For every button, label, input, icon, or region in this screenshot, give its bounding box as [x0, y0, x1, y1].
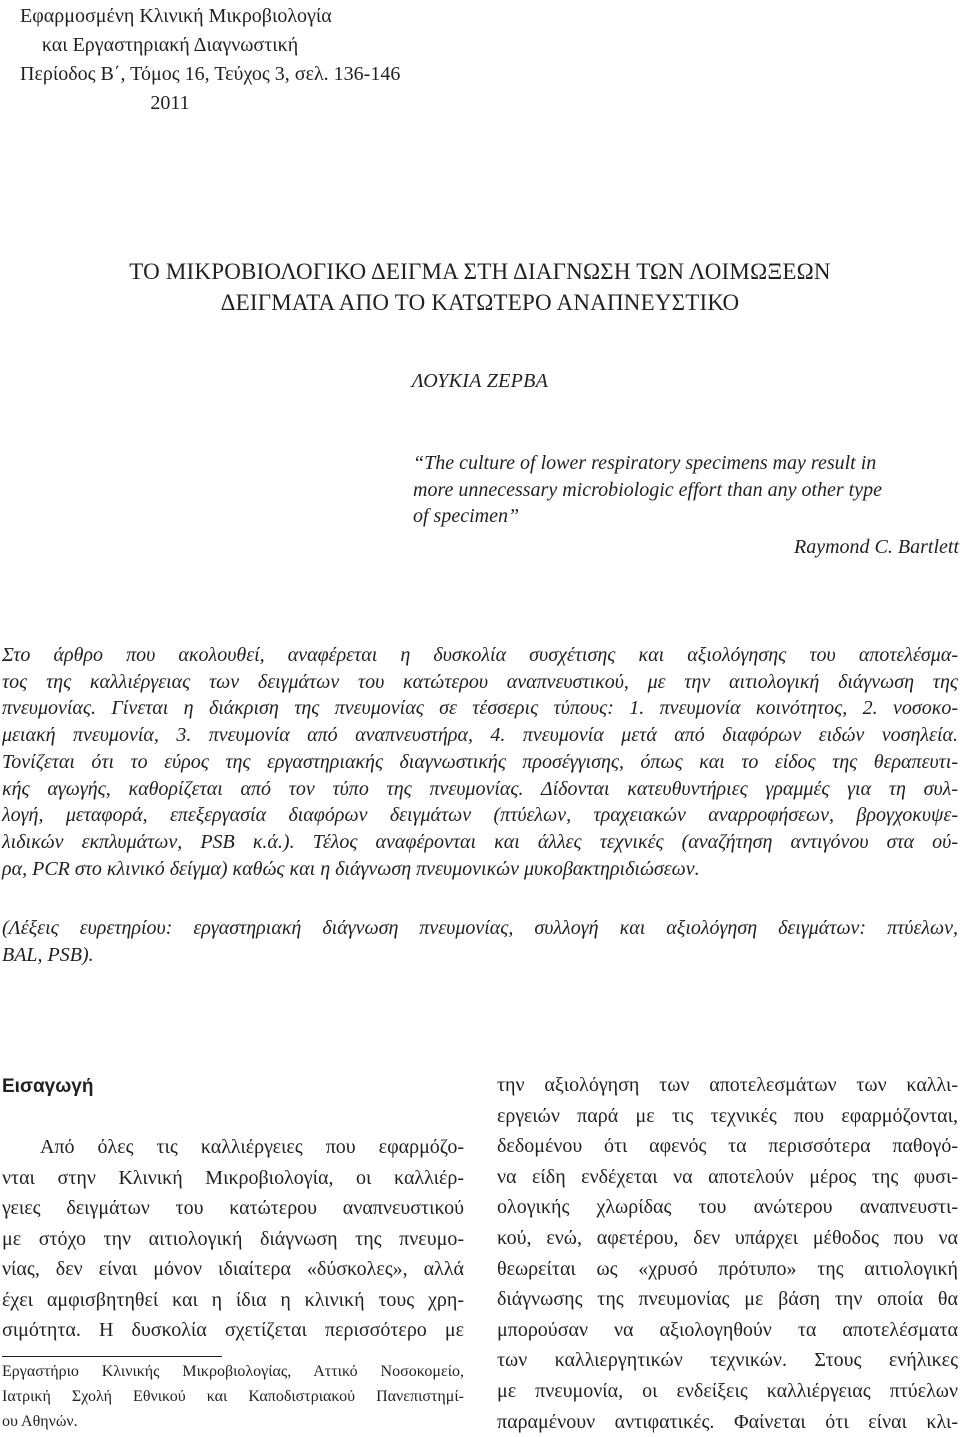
footnote-line: Εργαστήριο Κλινικής Μικροβιολογίας, Αττικό Νοσοκομείο, — [2, 1363, 464, 1380]
body-line: έχει αμφισβητηθεί και η ίδια η κλινική τους χρη- — [2, 1288, 464, 1311]
abstract-line: Τονίζεται ότι το εύρος της εργαστηριακής διαγνωστικής προσέγγισης, όπως και το είδος της θεραπευτι- — [2, 750, 958, 773]
body-line: κού, ενώ, αφετέρου, δεν υπάρχει μέθοδος που να — [497, 1226, 958, 1249]
keywords — [2, 915, 958, 968]
body-line: σιμότητα. Η δυσκολία σχετίζεται περισσότερο με — [2, 1319, 464, 1341]
intro-right-column — [497, 1070, 958, 1437]
body-line: νται στην Κλινική Μικροβιολογία, οι καλλιέρ- — [2, 1166, 464, 1189]
body-line: διάγνωσης της πνευμονίας με βάση την οποία θα — [497, 1288, 958, 1311]
epigraph — [413, 450, 960, 560]
body-line: να είδη ενδέχεται να αποτελούν μέρος της φυσι- — [497, 1165, 958, 1188]
journal-name-line-2: και Εργαστηριακή Διαγνωστική — [41, 34, 299, 56]
abstract-line: τος της καλλιέργειας των δειγμάτων του κατώτερου αναπνευστικού, με την αιτιολογική διάγνωση της — [2, 670, 958, 693]
article-title-line-2: ΔΕΙΓΜΑΤΑ ΑΠΟ ΤΟ ΚΑΤΩΤΕΡΟ ΑΝΑΠΝΕΥΣΤΙΚΟ — [220, 290, 740, 315]
keywords-line: (Λέξεις ευρετηρίου: εργαστηριακή διάγνωση πνευμονίας, συλλογή και αξιολόγηση δειγμάτων: πτύελων, — [2, 917, 958, 939]
body-line: παραμένουν αντιφατικές. Φαίνεται ότι είναι κλι- — [497, 1410, 958, 1433]
abstract-line: πνευμονίας. Γίνεται η διάκριση της πνευμονίας σε τέσσερις τύπους: 1. πνευμονία κοινότητος, 2. νοσοκο- — [2, 697, 958, 720]
section-heading-introduction: Εισαγωγή — [2, 1076, 94, 1097]
abstract — [2, 642, 958, 882]
article-title — [0, 256, 960, 318]
keywords-line: BAL, PSB). — [2, 943, 94, 966]
abstract-line: ρα, PCR στο κλινικό δείγμα) καθώς και η διάγνωση πνευμονικών μυκοβακτηριδιώσεων. — [2, 857, 700, 880]
body-line: την αξιολόγηση των αποτελεσμάτων των καλλι- — [497, 1074, 958, 1096]
abstract-line: Στο άρθρο που ακολουθεί, αναφέρεται η δυσκολία συσχέτισης και αξιολόγησης του αποτελέσμα- — [2, 644, 958, 666]
abstract-line: λογή, μεταφορά, επεξεργασία διαφόρων δειγμάτων (πτύελων, τραχειακών αναρροφήσεων, βρογχοκυψε- — [2, 804, 958, 827]
body-line: με πνευμονία, οι ενδείξεις καλλιέργειας πτύελων — [497, 1379, 958, 1402]
abstract-line: μειακή πνευμονία, 3. πνευμονία από αναπνευστήρα, 4. πνευμονία μετά από διαφόρων ειδών νοσηλεία. — [2, 724, 958, 747]
footnote-divider — [2, 1356, 222, 1357]
journal-name-line-1: Εφαρμοσμένη Κλινική Μικροβιολογία — [20, 5, 332, 27]
author-name: ΛΟΥΚΙΑ ΖΕΡΒΑ — [411, 370, 549, 392]
journal-header — [20, 2, 401, 118]
body-line: μπορούσαν να αξιολογηθούν τα αποτελέσματα — [497, 1318, 958, 1341]
body-line: των καλλιεργητικών τεχνικών. Στους ενήλικες — [497, 1349, 958, 1372]
abstract-line: λιδικών εκπλυμάτων, PSB κ.ά.). Τέλος αναφέρονται και άλλες τεχνικές (αναζήτηση αντιγόνου στα ού- — [2, 830, 958, 853]
body-line: με στόχο την αιτιολογική διάγνωση της πνευμο- — [2, 1227, 464, 1250]
body-line: Από όλες τις καλλιέργειες που εφαρμόζο- — [40, 1136, 464, 1158]
article-title-line-1: ΤΟ ΜΙΚΡΟΒΙΟΛΟΓΙΚΟ ΔΕΙΓΜΑ ΣΤΗ ΔΙΑΓΝΩΣΗ ΤΩΝ ΛΟΙΜΩΞΕΩΝ — [129, 259, 831, 284]
journal-year: 2011 — [150, 92, 190, 114]
epigraph-source: Raymond C. Bartlett — [794, 535, 959, 558]
body-line: θεωρείται ως «χρυσό πρότυπο» της αιτιολογική — [497, 1257, 958, 1280]
body-line: νίας, δεν είναι μόνον ιδιαίτερα «δύσκολες», αλλά — [2, 1258, 464, 1280]
footnote-line: ου Αθηνών. — [2, 1413, 78, 1430]
epigraph-line: more unnecessary microbiologic effort than any other type — [413, 478, 882, 501]
body-line: ολογικής χλωρίδας του ανώτερου αναπνευστι- — [497, 1196, 958, 1219]
intro-left-column — [2, 1072, 464, 1346]
affiliation-footnote — [2, 1359, 464, 1434]
footnote-line: Ιατρική Σχολή Εθνικού και Καποδιστριακού Πανεπιστημί- — [2, 1388, 464, 1405]
body-line: δεδομένου ότι αφενός τα περισσότερα παθογό- — [497, 1135, 958, 1158]
abstract-line: κής αγωγής, καθορίζεται από τον τύπο της πνευμονίας. Δίδονται κατευθυντήριες γραμμές για τη συλ- — [2, 777, 958, 800]
body-line: εργειών παρά με τις τεχνικές που εφαρμόζονται, — [497, 1104, 958, 1127]
journal-volume-info: Περίοδος Β΄, Τόμος 16, Τεύχος 3, σελ. 136-146 — [20, 63, 401, 85]
epigraph-line: “The culture of lower respiratory specimens may result in — [413, 452, 877, 474]
body-line: γειες δειγμάτων του κατώτερου αναπνευστικού — [2, 1197, 464, 1219]
epigraph-line: of specimen” — [413, 505, 520, 527]
